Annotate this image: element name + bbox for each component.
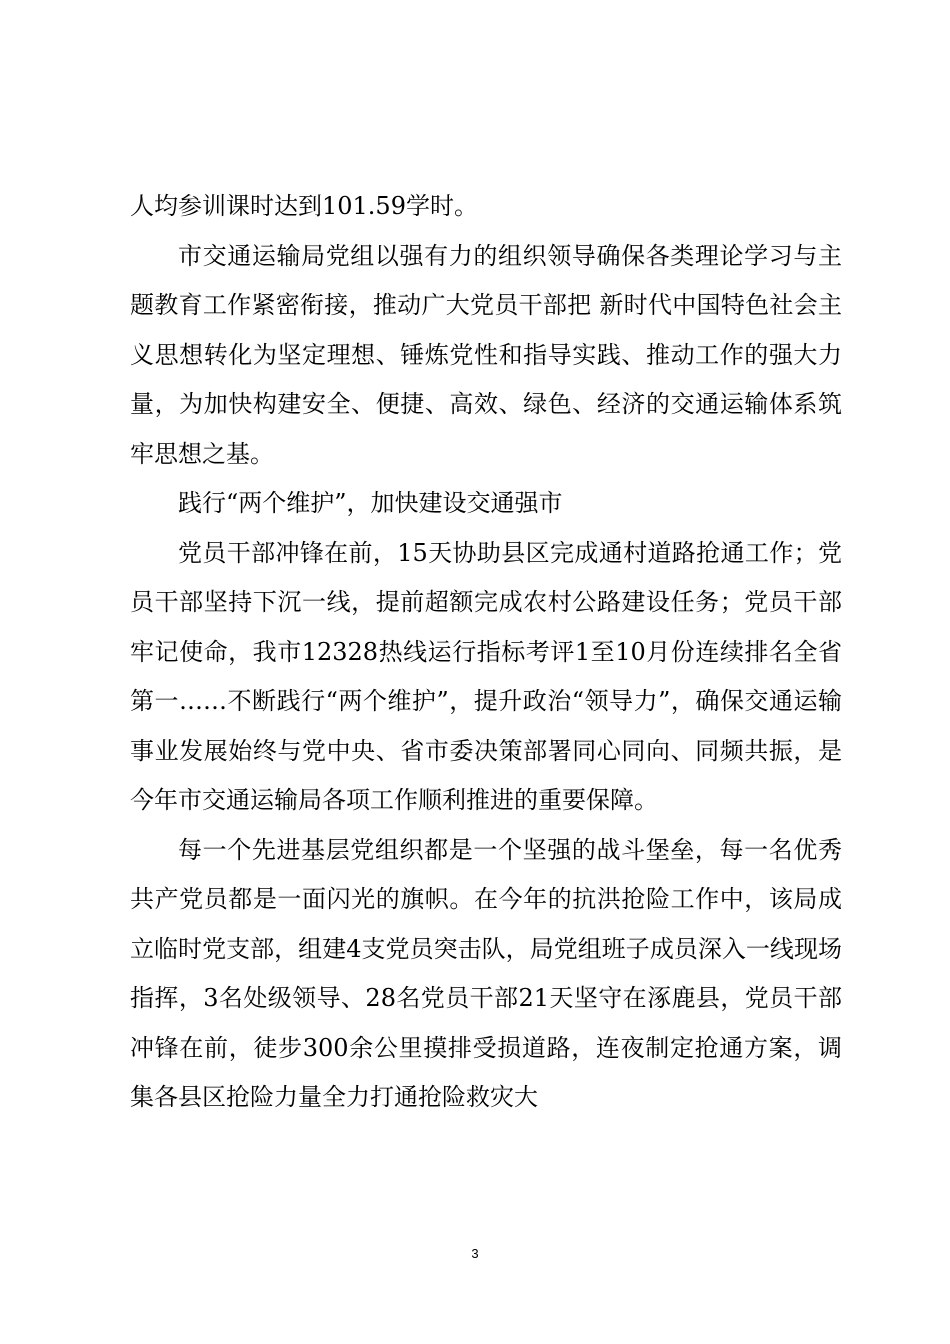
paragraph-theory-study: 市交通运输局党组以强有力的组织领导确保各类理论学习与主题教育工作紧密衔接，推动广大党员干部把 新时代中国特色社会主义思想转化为坚定理想、锤炼党性和指导实践、推动工作的强大力量，为加快构建安全、便捷、高效、绿色、经济的交通运输体系筑牢思想之基。 [130, 241, 842, 468]
paragraph-flood-relief: 每一个先进基层党组织都是一个坚强的战斗堡垒，每一名优秀共产党员都是一面闪光的旗帜。在今年的抗洪抢险工作中，该局成立临时党支部，组建4支党员突击队，局党组班子成员深入一线现场指挥，3名处级领导、28名党员干部21天坚守在涿鹿县，党员干部冲锋在前，徒步300余公里摸排受损道路，连夜制定抢通方案，调集各县区抢险力量全力打通抢险救灾大 [130, 835, 842, 1111]
paragraph-two-safeguards: 党员干部冲锋在前，15天协助县区完成通村道路抢通工作；党员干部坚持下沉一线，提前超额完成农村公路建设任务；党员干部牢记使命，我市12328热线运行指标考评1至10月份连续排名全省第一……不断践行“两个维护”，提升政治“领导力”，确保交通运输事业发展始终与党中央、省市委决策部署同心同向、同频共振，是今年市交通运输局各项工作顺利推进的重要保障。 [130, 538, 842, 814]
section-heading: 践行“两个维护”，加快建设交通强市 [178, 489, 563, 517]
paragraph-continuation: 人均参训课时达到101.59学时。 [130, 192, 478, 220]
document-body [130, 182, 842, 1123]
page-number: 3 [471, 1246, 479, 1261]
